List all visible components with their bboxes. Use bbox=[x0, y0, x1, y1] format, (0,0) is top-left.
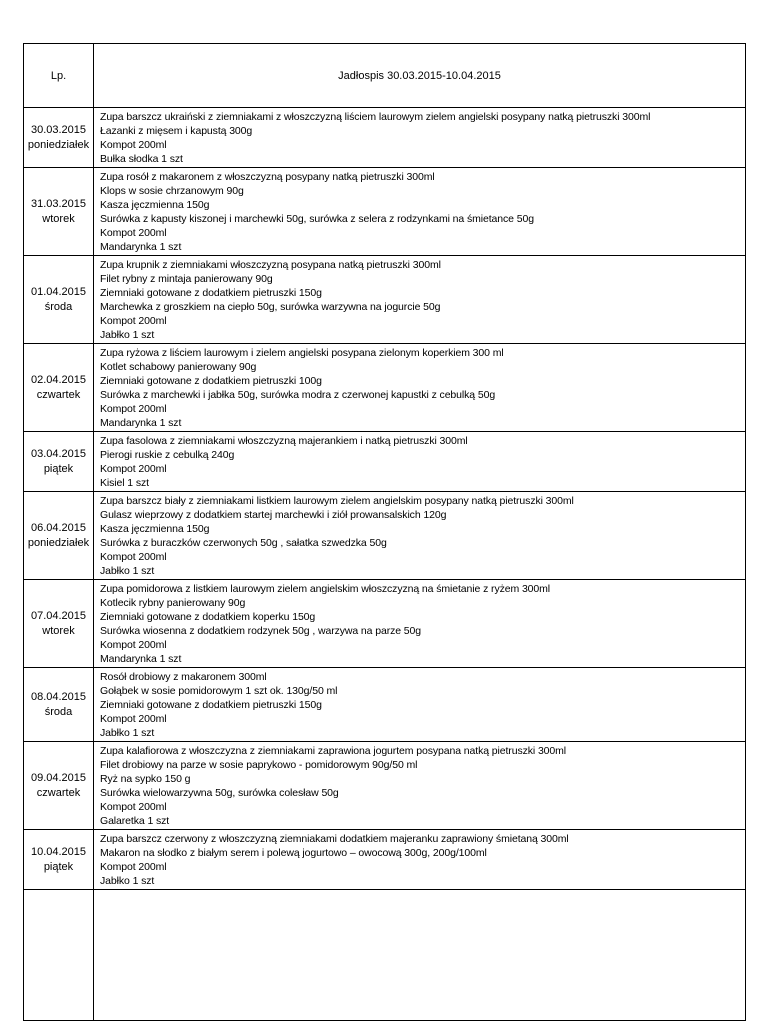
dish-item: Gulasz wieprzowy z dodatkiem startej marchewki i ziół prowansalskich 120g bbox=[100, 509, 447, 521]
day-weekday: wtorek bbox=[42, 212, 75, 225]
dishes-cell bbox=[94, 432, 746, 492]
day-row bbox=[24, 580, 746, 668]
dish-item: Kompot 200ml bbox=[100, 315, 167, 327]
dishes-cell bbox=[94, 168, 746, 256]
dish-item: Surówka wielowarzywna 50g, surówka colesław 50g bbox=[100, 787, 339, 799]
day-cell bbox=[24, 668, 94, 742]
dish-item: Kompot 200ml bbox=[100, 403, 167, 415]
menu-title: Jadłospis 30.03.2015-10.04.2015 bbox=[94, 44, 746, 108]
dish-item: Makaron na słodko z białym serem i polewą jogurtowo – owocową 300g, 200g/100ml bbox=[100, 847, 487, 859]
empty-cell-left bbox=[24, 890, 94, 1021]
dishes-cell bbox=[94, 668, 746, 742]
day-date: 02.04.2015 bbox=[30, 373, 87, 386]
dish-item: Mandarynka 1 szt bbox=[100, 417, 182, 429]
day-row bbox=[24, 830, 746, 890]
day-weekday: poniedziałek bbox=[27, 536, 90, 549]
dish-item: Jabłko 1 szt bbox=[100, 329, 155, 341]
dishes-cell bbox=[94, 742, 746, 830]
day-cell bbox=[24, 432, 94, 492]
day-weekday: wtorek bbox=[42, 624, 75, 637]
header-row bbox=[24, 44, 746, 108]
day-date: 31.03.2015 bbox=[30, 197, 87, 210]
dish-item: Kompot 200ml bbox=[100, 713, 167, 725]
dish-item: Mandarynka 1 szt bbox=[100, 653, 182, 665]
dish-item: Zupa fasolowa z ziemniakami włoszczyzną majerankiem i natką pietruszki 300ml bbox=[100, 435, 468, 447]
dishes-cell bbox=[94, 108, 746, 168]
day-date: 07.04.2015 bbox=[30, 609, 87, 622]
dish-item: Kompot 200ml bbox=[100, 861, 167, 873]
header-lp: Lp. bbox=[24, 44, 94, 108]
dish-item: Surówka z kapusty kiszonej i marchewki 50g, surówka z selera z rodzynkami na śmietance 50g bbox=[100, 213, 534, 225]
dish-item: Kompot 200ml bbox=[100, 139, 167, 151]
dish-item: Zupa rosół z makaronem z włoszczyzną posypany natką pietruszki 300ml bbox=[100, 171, 435, 183]
dish-item: Zupa kalafiorowa z włoszczyzna z ziemniakami zaprawiona jogurtem posypana natką pietruszki 300ml bbox=[100, 745, 567, 757]
dish-item: Zupa pomidorowa z listkiem laurowym zielem angielskim włoszczyzną na śmietanie z ryżem 300ml bbox=[100, 583, 551, 595]
dish-item: Filet drobiowy na parze w sosie paprykowo - pomidorowym 90g/50 ml bbox=[100, 759, 418, 771]
menu-table bbox=[23, 43, 746, 1021]
dish-item: Mandarynka 1 szt bbox=[100, 241, 182, 253]
day-cell bbox=[24, 344, 94, 432]
dish-item: Filet rybny z mintaja panierowany 90g bbox=[100, 273, 273, 285]
day-weekday: poniedziałek bbox=[27, 138, 90, 151]
dishes-cell bbox=[94, 492, 746, 580]
day-row bbox=[24, 668, 746, 742]
day-cell bbox=[24, 580, 94, 668]
dish-item: Ziemniaki gotowane z dodatkiem koperku 150g bbox=[100, 611, 316, 623]
day-cell bbox=[24, 830, 94, 890]
dish-item: Ryż na sypko 150 g bbox=[100, 773, 191, 785]
dish-item: Jabłko 1 szt bbox=[100, 875, 155, 887]
dish-item: Pierogi ruskie z cebulką 240g bbox=[100, 449, 235, 461]
dish-item: Kompot 200ml bbox=[100, 463, 167, 475]
day-weekday: środa bbox=[44, 705, 73, 718]
dish-item: Surówka wiosenna z dodatkiem rodzynek 50g , warzywa na parze 50g bbox=[100, 625, 422, 637]
day-cell bbox=[24, 492, 94, 580]
dish-item: Zupa barszcz biały z ziemniakami listkiem laurowym zielem angielskim posypany natką pietruszki 300ml bbox=[100, 495, 574, 507]
day-cell bbox=[24, 108, 94, 168]
dish-item: Jabłko 1 szt bbox=[100, 565, 155, 577]
dish-item: Kompot 200ml bbox=[100, 551, 167, 563]
day-row bbox=[24, 344, 746, 432]
dish-item: Kotlet schabowy panierowany 90g bbox=[100, 361, 257, 373]
day-weekday: piątek bbox=[43, 462, 74, 475]
dish-item: Klops w sosie chrzanowym 90g bbox=[100, 185, 244, 197]
dish-item: Zupa barszcz czerwony z włoszczyzną ziemniakami dodatkiem majeranku zaprawiony śmietaną 300ml bbox=[100, 833, 569, 845]
dish-item: Gołąbek w sosie pomidorowym 1 szt ok. 130g/50 ml bbox=[100, 685, 338, 697]
day-weekday: środa bbox=[44, 300, 73, 313]
dishes-cell bbox=[94, 830, 746, 890]
dish-item: Ziemniaki gotowane z dodatkiem pietruszki 150g bbox=[100, 699, 322, 711]
dish-item: Kisiel 1 szt bbox=[100, 477, 149, 489]
dish-item: Kasza jęczmienna 150g bbox=[100, 523, 210, 535]
dishes-cell bbox=[94, 344, 746, 432]
dish-item: Kasza jęczmienna 150g bbox=[100, 199, 210, 211]
dish-item: Zupa barszcz ukraiński z ziemniakami z włoszczyzną liściem laurowym zielem angielski posypany natką pietruszki 300ml bbox=[100, 111, 651, 123]
dish-item: Kompot 200ml bbox=[100, 227, 167, 239]
dish-item: Kotlecik rybny panierowany 90g bbox=[100, 597, 246, 609]
day-weekday: piątek bbox=[43, 860, 74, 873]
dishes-cell bbox=[94, 256, 746, 344]
day-date: 08.04.2015 bbox=[30, 690, 87, 703]
day-date: 30.03.2015 bbox=[30, 123, 87, 136]
day-row bbox=[24, 742, 746, 830]
dish-item: Marchewka z groszkiem na ciepło 50g, surówka warzywna na jogurcie 50g bbox=[100, 301, 441, 313]
dish-item: Galaretka 1 szt bbox=[100, 815, 170, 827]
dish-item: Ziemniaki gotowane z dodatkiem pietruszki 100g bbox=[100, 375, 322, 387]
day-weekday: czwartek bbox=[36, 388, 81, 401]
day-date: 09.04.2015 bbox=[30, 771, 87, 784]
day-row bbox=[24, 256, 746, 344]
menu-table-body bbox=[24, 44, 746, 1021]
dish-item: Surówka z buraczków czerwonych 50g , sałatka szwedzka 50g bbox=[100, 537, 387, 549]
dish-item: Ziemniaki gotowane z dodatkiem pietruszki 150g bbox=[100, 287, 322, 299]
dish-item: Jabłko 1 szt bbox=[100, 727, 155, 739]
day-cell bbox=[24, 256, 94, 344]
day-date: 06.04.2015 bbox=[30, 521, 87, 534]
dishes-cell bbox=[94, 580, 746, 668]
dish-item: Surówka z marchewki i jabłka 50g, surówka modra z czerwonej kapustki z cebulką 50g bbox=[100, 389, 496, 401]
day-row bbox=[24, 168, 746, 256]
empty-row bbox=[24, 890, 746, 1021]
day-date: 10.04.2015 bbox=[30, 845, 87, 858]
day-row bbox=[24, 492, 746, 580]
dish-item: Rosół drobiowy z makaronem 300ml bbox=[100, 671, 267, 683]
day-date: 03.04.2015 bbox=[30, 447, 87, 460]
day-row bbox=[24, 108, 746, 168]
day-cell bbox=[24, 168, 94, 256]
dish-item: Zupa ryżowa z liściem laurowym i zielem angielski posypana zielonym koperkiem 300 ml bbox=[100, 347, 504, 359]
empty-cell-right bbox=[94, 890, 746, 1021]
dish-item: Kompot 200ml bbox=[100, 639, 167, 651]
dish-item: Zupa krupnik z ziemniakami włoszczyzną posypana natką pietruszki 300ml bbox=[100, 259, 441, 271]
day-cell bbox=[24, 742, 94, 830]
day-date: 01.04.2015 bbox=[30, 285, 87, 298]
dish-item: Łazanki z mięsem i kapustą 300g bbox=[100, 125, 253, 137]
dish-item: Kompot 200ml bbox=[100, 801, 167, 813]
day-row bbox=[24, 432, 746, 492]
dish-item: Bułka słodka 1 szt bbox=[100, 153, 183, 165]
day-weekday: czwartek bbox=[36, 786, 81, 799]
